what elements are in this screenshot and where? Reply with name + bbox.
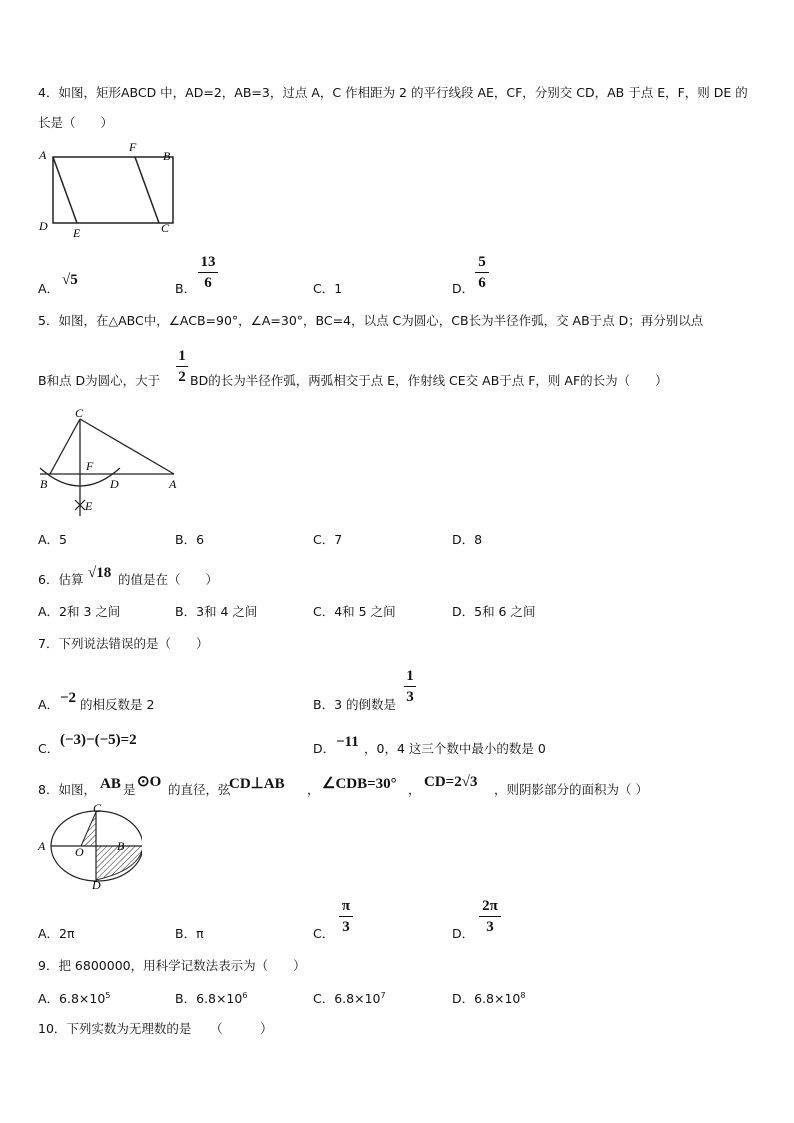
svg-text:O: O (75, 845, 84, 859)
q8-perp: CD⊥AB (229, 776, 285, 792)
svg-text:C: C (93, 802, 102, 815)
q5-stem-line2-post: BD的长为半径作弧，两弧相交于点 E，作射线 CE交 AB于点 F，则 AF的长为（ ） (190, 373, 668, 388)
q8-circle-figure (32, 802, 142, 890)
q8-angle: ∠CDB=30° (322, 776, 397, 792)
q4-option-a-label: A． (38, 281, 60, 296)
q4-option-d-fraction: 5 6 (475, 254, 489, 291)
q7-option-a-text: 的相反数是 2 (80, 697, 155, 712)
svg-text:B: B (163, 149, 171, 163)
q10-stem: 10．下列实数为无理数的是 （ ） (38, 1021, 273, 1036)
q8-comma2: ， (408, 782, 421, 797)
svg-text:F: F (129, 140, 137, 154)
q4-option-b-label: B． (175, 281, 197, 296)
q5-stem-line1: 5．如图，在△ABC中，∠ACB=90°，∠A=30°，BC=4，以点 C为圆心，CB长为半径作弧，交 AB于点 D；再分别以点 (38, 313, 704, 328)
q9-option-d: D．$6.8\times 10^8$ (452, 991, 526, 1007)
q7-option-d-label: D． (313, 741, 336, 756)
q8-circle-o: ⊙O (137, 774, 162, 790)
q6-option-d: D．5和 6 之间 (452, 604, 536, 619)
q9-option-b: B．$6.8\times 10^6$ (175, 991, 248, 1007)
q4-option-c: C．1 (313, 281, 343, 296)
q5-stem-line2-pre: B和点 D为圆心，大于 (38, 373, 161, 388)
q7-option-b-text: B．3 的倒数是 (313, 697, 397, 712)
q4-stem-line1: 4．如图，矩形ABCD 中，AD=2，AB=3，过点 A，C 作相距为 2 的平行线段 AE，CF，分别交 CD，AB 于点 E，F，则 DE 的 (38, 85, 748, 100)
q6-sqrt18: √18 (88, 565, 112, 581)
q8-option-b: B．π (175, 926, 204, 941)
q8-comma1: ， (307, 782, 320, 797)
svg-text:E: E (85, 499, 93, 513)
svg-text:D: D (92, 878, 101, 890)
q5-half-fraction: 1 2 (176, 348, 188, 385)
q8-is: 是 (123, 782, 136, 797)
q5-option-b: B．6 (175, 532, 205, 547)
svg-text:A: A (38, 839, 46, 853)
q8-stem-post: ，则阴影部分的面积为（ ） (494, 782, 648, 797)
q6-option-a: A．2和 3 之间 (38, 604, 121, 619)
q7-option-c-label: C． (38, 741, 60, 756)
q9-option-a: A．$6.8\times 10^5$ (38, 991, 111, 1007)
svg-text:E: E (73, 226, 81, 240)
q7-option-d-text: ，0，4 这三个数中最小的数是 0 (364, 741, 546, 756)
q4-option-a-value: √5 (62, 272, 78, 288)
q7-option-a-expr: −2 (60, 690, 77, 706)
svg-text:A: A (169, 477, 177, 491)
q7-option-d-expr: −11 (336, 734, 359, 750)
q6-stem-pre: 6．估算 (38, 572, 84, 587)
svg-text:D: D (110, 477, 119, 491)
q8-stem-pre: 8．如图， (38, 782, 96, 797)
q8-option-d-label: D． (452, 926, 475, 941)
q4-rectangle-figure (35, 140, 185, 240)
q5-option-a: A．5 (38, 532, 68, 547)
q5-option-c: C．7 (313, 532, 343, 547)
q4-option-b-fraction: 13 6 (198, 254, 218, 291)
svg-text:B: B (117, 839, 125, 853)
q5-option-d: D．8 (452, 532, 483, 547)
q8-option-a: A．2π (38, 926, 75, 941)
q9-stem: 9．把 6800000，用科学记数法表示为（ ） (38, 958, 306, 973)
q8-option-d-fraction: 2π 3 (479, 898, 501, 935)
q5-triangle-figure (32, 408, 192, 520)
q6-option-c: C．4和 5 之间 (313, 604, 396, 619)
svg-text:A: A (39, 148, 47, 162)
q8-text1: 的直径，弦 (168, 782, 231, 797)
q4-stem-line2: 长是（ ） (38, 115, 114, 130)
svg-text:C: C (161, 221, 170, 235)
q4-option-d-label: D． (452, 281, 475, 296)
q8-cd: CD=2√3 (424, 774, 478, 790)
q7-option-a-label: A． (38, 697, 60, 712)
svg-text:C: C (75, 408, 84, 420)
q8-option-c-label: C． (313, 926, 335, 941)
q6-stem-post: 的值是在（ ） (118, 572, 219, 587)
q7-stem: 7．下列说法错误的是（ ） (38, 636, 209, 651)
q9-option-c: C．$6.8\times 10^7$ (313, 991, 386, 1007)
q6-option-b: B．3和 4 之间 (175, 604, 258, 619)
svg-text:D: D (39, 219, 48, 233)
q8-option-c-fraction: π 3 (339, 898, 353, 935)
svg-text:B: B (40, 477, 48, 491)
q8-ab: AB (100, 776, 121, 792)
q7-option-c-expr: (−3)−(−5)=2 (60, 732, 137, 748)
q7-option-b-fraction: 1 3 (404, 668, 416, 705)
svg-text:F: F (86, 459, 94, 473)
